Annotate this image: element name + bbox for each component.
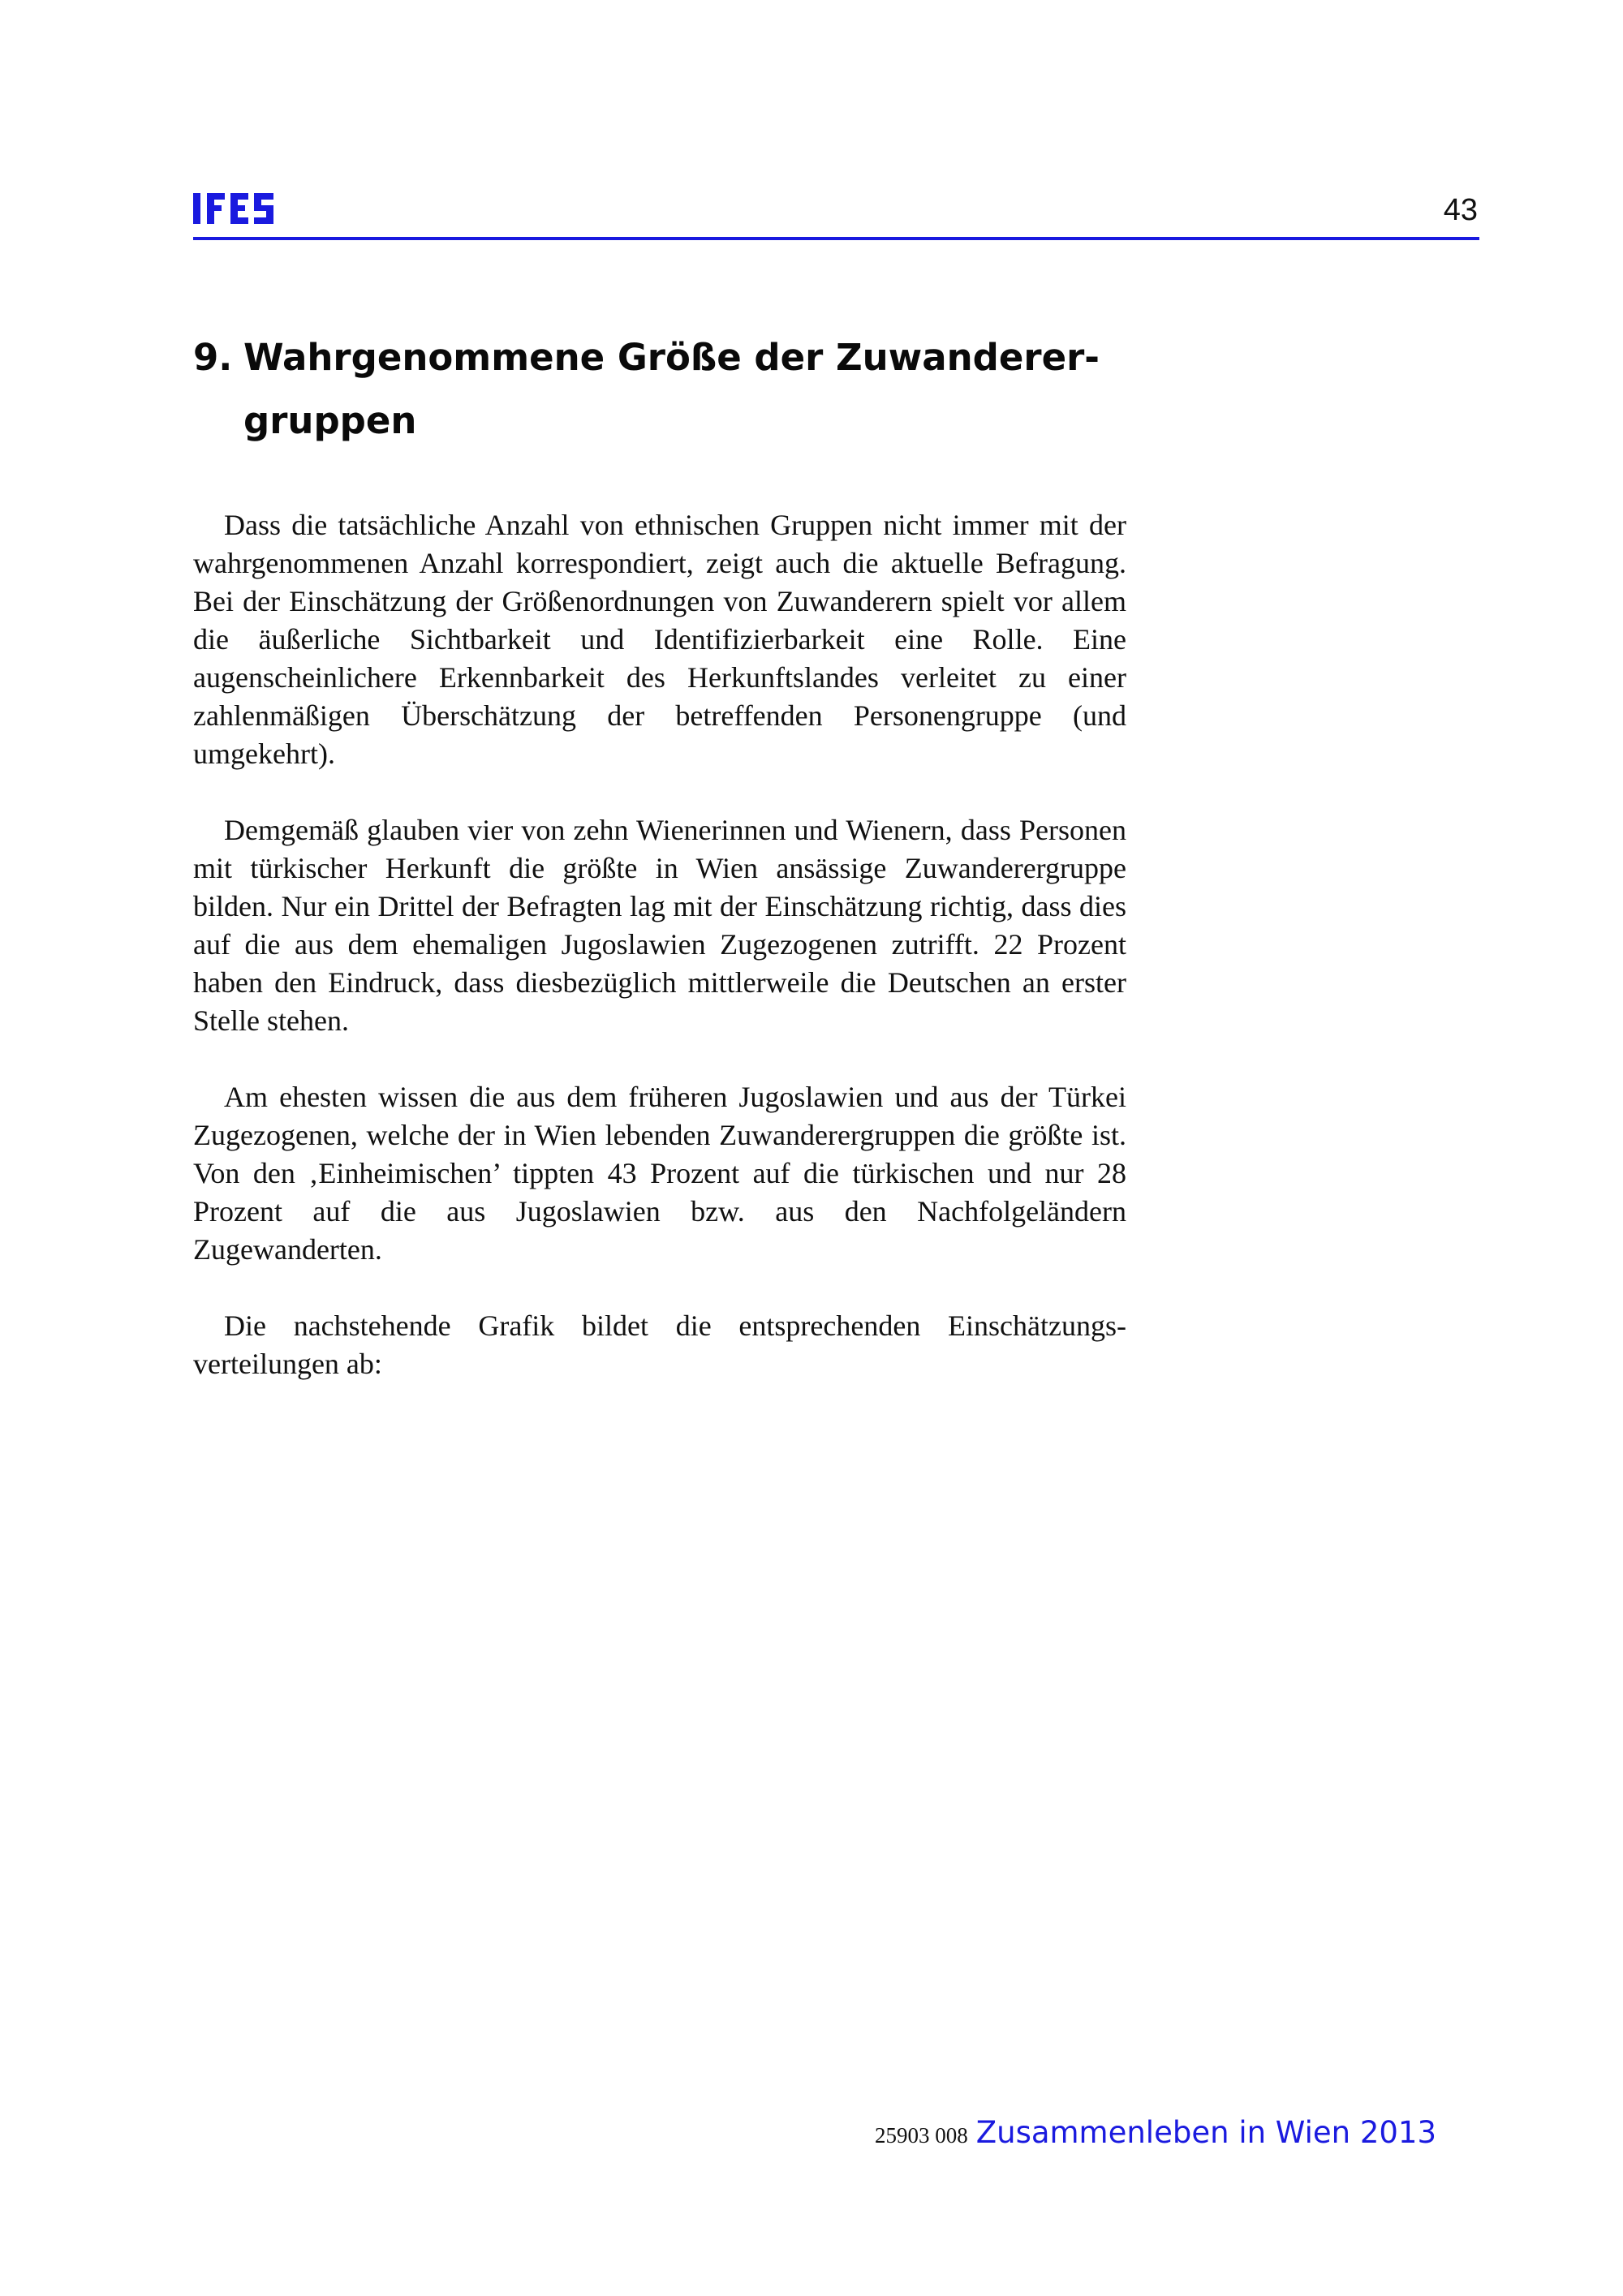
paragraph-4: Die nachstehende Grafik bildet die entsprechenden Einschätzungsverteilungen ab: — [193, 1309, 1126, 1380]
chapter-title-line-2: gruppen — [243, 399, 417, 442]
page-footer — [875, 2115, 1436, 2150]
footer-code: 25903 008 — [875, 2123, 968, 2148]
page-number: 43 — [1443, 193, 1478, 227]
footer-title: Zusammenleben in Wien 2013 — [975, 2115, 1436, 2150]
body-text — [193, 506, 1126, 1421]
paragraph-1: Dass die tatsächliche Anzahl von ethnischen Gruppen nicht immer mit der wahrgenommenen Anzahl korrespondiert, zeigt auch die aktuelle Befragung. Bei der Einschätzung der Größenordnungen von Zuwanderern spielt vor allem die äußerliche Sichtbarkeit und Identifizierbarkeit eine Rolle. Eine augenscheinlichere Erkennbarkeit des Herkunftslandes verleitet zu einer zahlenmäßigen Überschätzung der betreffenden Personengruppe (und umgekehrt). — [193, 509, 1126, 770]
ifes-logo — [193, 191, 274, 226]
chapter-title-line-1: Wahrgenommene Größe der Zuwanderer- — [243, 336, 1100, 379]
chapter-title — [193, 326, 1167, 453]
page-header — [193, 191, 1479, 240]
chapter-number: 9. — [193, 336, 233, 379]
paragraph-2: Demgemäß glauben vier von zehn Wienerinnen und Wienern, dass Personen mit türkischer Herkunft die größte in Wien ansässige Zuwanderergruppe bilden. Nur ein Drittel der Befragten lag mit der Einschätzung richtig, dass dies auf die aus dem ehemaligen Jugoslawien Zugezogenen zutrifft. 22 Prozent haben den Eindruck, dass diesbezüglich mittlerweile die Deutschen an erster Stelle stehen. — [193, 814, 1126, 1037]
paragraph-3: Am ehesten wissen die aus dem früheren Jugoslawien und aus der Türkei Zugezogenen, welche der in Wien lebenden Zuwanderergruppen die größte ist. Von den ‚Einheimischen’ tippten 43 Prozent auf die türkischen und nur 28 Prozent auf die aus Jugoslawien bzw. aus den Nachfolgeländern Zugewanderten. — [193, 1081, 1126, 1266]
